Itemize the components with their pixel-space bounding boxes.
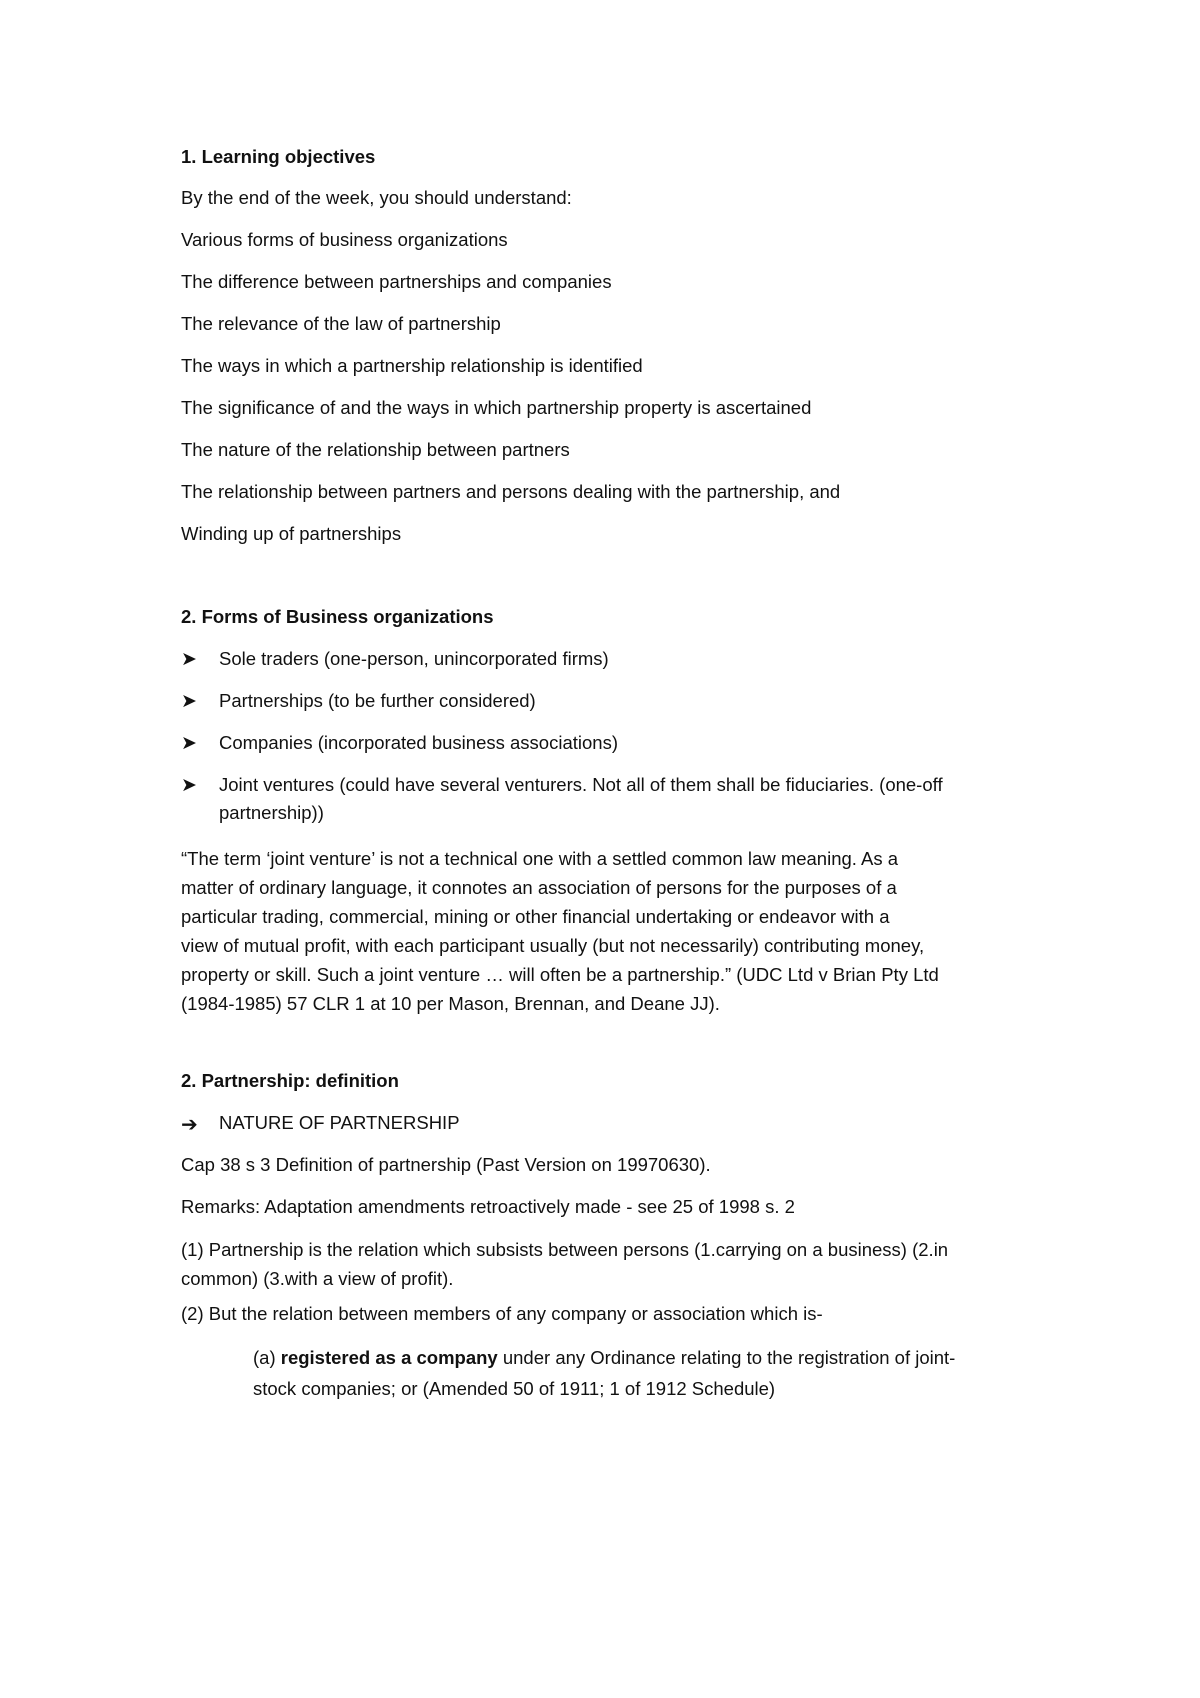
- bullet-text: partnership)): [219, 802, 324, 823]
- paragraph-line: (1) Partnership is the relation which subsists between persons (1.carrying on a business) (2.in: [181, 1239, 949, 1260]
- subclause-a-line-1: [253, 1342, 955, 1373]
- objective-item: Various forms of business organizations: [181, 229, 508, 250]
- definition-paragraph-2: (2) But the relation between members of any company or association which is-: [181, 1303, 823, 1324]
- definition-paragraph-1: [181, 1235, 948, 1293]
- section-heading-partnership-definition: 2. Partnership: definition: [181, 1070, 399, 1091]
- arrowhead-bullet-icon: ➤: [181, 649, 197, 670]
- subclause-rest: under any Ordinance relating to the registration of joint-: [497, 1347, 956, 1368]
- paragraph-line: common) (3.with a view of profit).: [181, 1268, 454, 1289]
- bullet-text: Joint ventures (could have several venturers. Not all of them shall be fiduciaries. (one-off: [219, 774, 943, 795]
- arrowhead-bullet-icon: ➤: [181, 775, 197, 796]
- section-heading-learning-objectives: 1. Learning objectives: [181, 146, 376, 167]
- arrowhead-bullet-icon: ➤: [181, 733, 197, 754]
- remarks-line: Remarks: Adaptation amendments retroactively made - see 25 of 1998 s. 2: [181, 1196, 795, 1217]
- subclause-a: [253, 1342, 955, 1404]
- intro-text: By the end of the week, you should understand:: [181, 187, 572, 208]
- quote-line: property or skill. Such a joint venture … will often be a partnership.” (UDC Ltd v Brian Pty Ltd: [181, 964, 939, 985]
- nature-label: NATURE OF PARTNERSHIP: [219, 1112, 460, 1133]
- subclause-prefix: (a): [253, 1347, 281, 1368]
- joint-venture-quote: [181, 844, 1041, 1018]
- objective-item: The relevance of the law of partnership: [181, 313, 501, 334]
- subclause-a-line-2: stock companies; or (Amended 50 of 1911; 1 of 1912 Schedule): [253, 1378, 776, 1399]
- quote-line: view of mutual profit, with each participant usually (but not necessarily) contributing money,: [181, 935, 925, 956]
- objective-item: The difference between partnerships and companies: [181, 271, 612, 292]
- bullet-text: Partnerships (to be further considered): [219, 690, 536, 711]
- quote-line: (1984-1985) 57 CLR 1 at 10 per Mason, Brennan, and Deane JJ).: [181, 993, 720, 1014]
- objective-item: The significance of and the ways in which partnership property is ascertained: [181, 397, 812, 418]
- quote-line: particular trading, commercial, mining or other financial undertaking or endeavor with a: [181, 906, 890, 927]
- subclause-bold-term: registered as a company: [280, 1347, 498, 1368]
- arrowhead-bullet-icon: ➤: [181, 691, 197, 712]
- quote-line: matter of ordinary language, it connotes an association of persons for the purposes of a: [181, 877, 897, 898]
- objective-item: Winding up of partnerships: [181, 523, 402, 544]
- objective-item: The nature of the relationship between partners: [181, 439, 570, 460]
- bullet-text: Sole traders (one-person, unincorporated firms): [219, 648, 609, 669]
- bullet-text: Companies (incorporated business associations): [219, 732, 618, 753]
- objective-item: The ways in which a partnership relationship is identified: [181, 355, 643, 376]
- section-heading-forms: 2. Forms of Business organizations: [181, 606, 494, 627]
- cap-definition-line: Cap 38 s 3 Definition of partnership (Past Version on 19970630).: [181, 1154, 711, 1175]
- right-arrow-icon: ➔: [181, 1114, 198, 1136]
- quote-line: “The term ‘joint venture’ is not a technical one with a settled common law meaning. As a: [181, 848, 899, 869]
- objective-item: The relationship between partners and persons dealing with the partnership, and: [181, 481, 841, 502]
